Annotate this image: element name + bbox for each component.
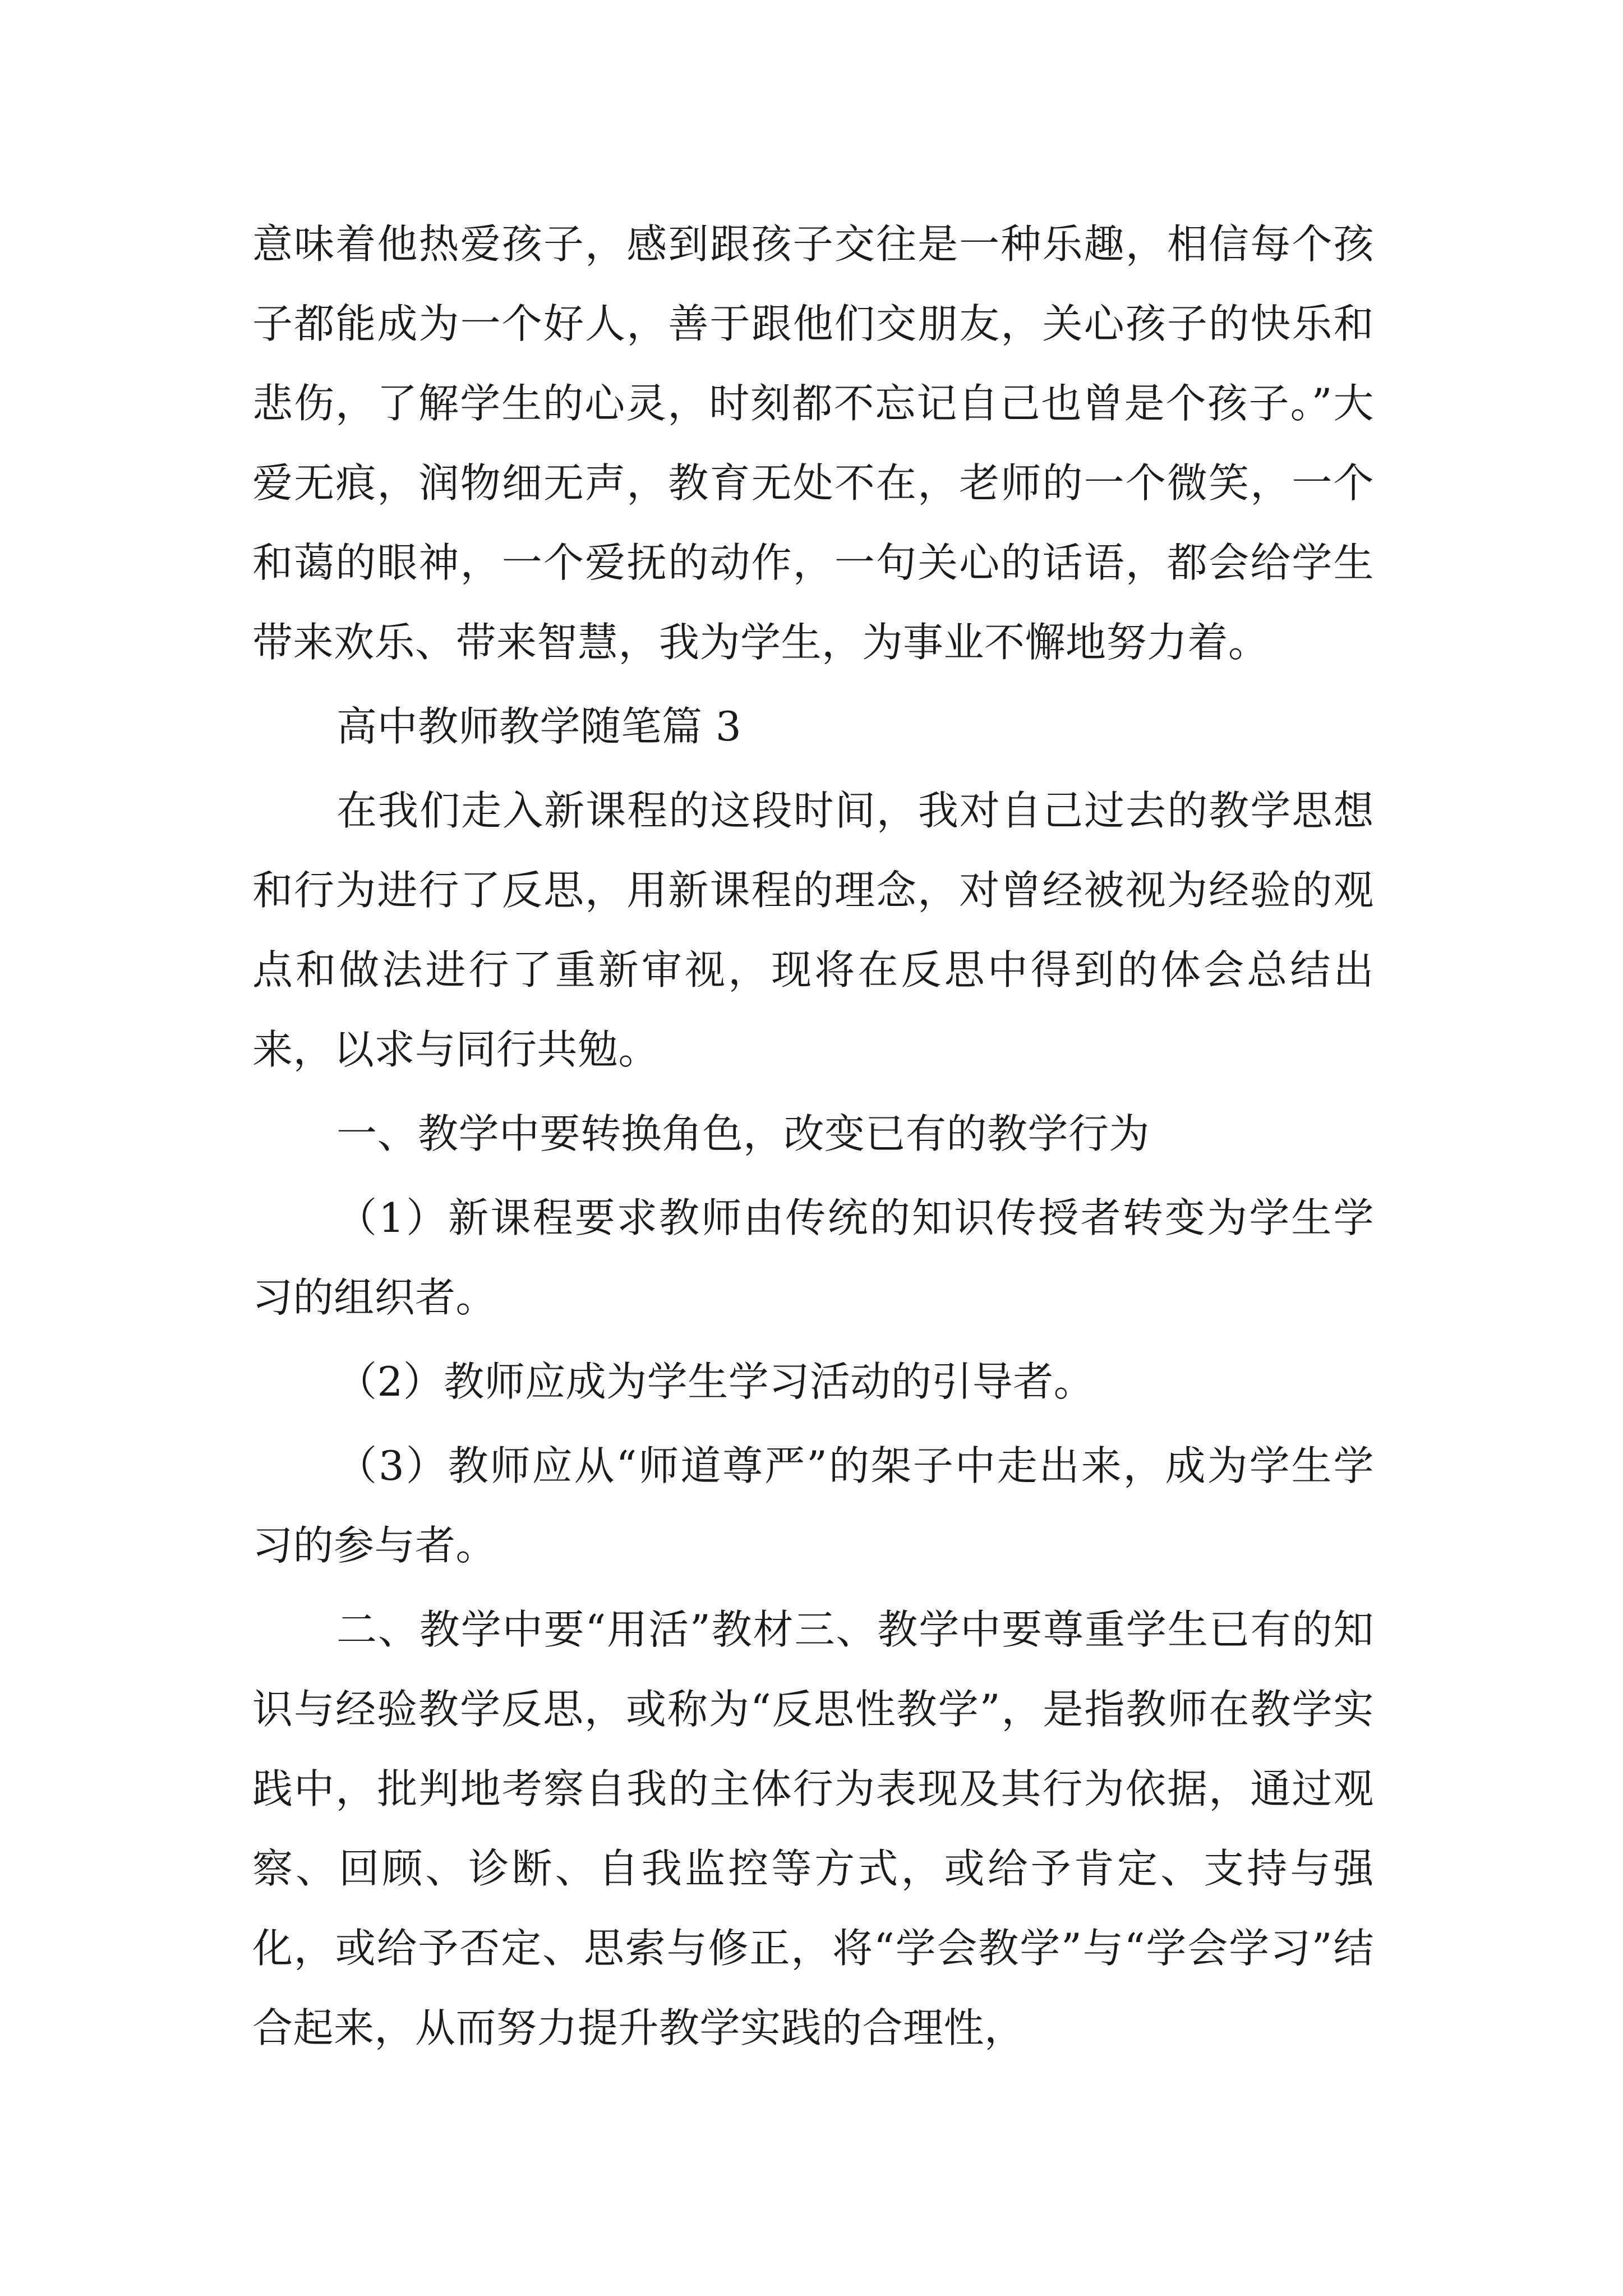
document-body [252,204,1374,2068]
paragraph-spacer [252,766,1374,771]
paragraph-reflection: 二、教学中要“用活”教材三、教学中要尊重学生已有的知识与经验教学反思，或称为“反思性教学”，是指教师在教学实践中，批判地考察自我的主体行为表现及其行为依据，通过观察、回顾、诊断、自我监控等方式，或给予肯定、支持与强化，或给予否定、思索与修正，将“学会教学”与“学会学习”结合起来，从而努力提升教学实践的合理性， [252,1606,1374,2051]
list-item-2: （2）教师应成为学生学习活动的引导者。 [336,1358,1095,1405]
paragraph-spacer [252,1089,1374,1094]
section-title: 高中教师教学随笔篇 3 [336,703,742,750]
heading-one: 一、教学中要转换角色，改变已有的教学行为 [336,1110,1150,1157]
paragraph-spacer [252,1585,1374,1590]
paragraph-intro: 在我们走入新课程的这段时间，我对自己过去的教学思想和行为进行了反思，用新课程的理念，对曾经被视为经验的观点和做法进行了重新审视，现将在反思中得到的体会总结出来，以求与同行共勉。 [252,787,1374,1073]
list-item-3: （3）教师应从“师道尊严”的架子中走出来，成为学生学习的参与者。 [252,1442,1374,1569]
paragraph-spacer [252,1421,1374,1426]
paragraph-spacer [252,1337,1374,1342]
list-item-1: （1）新课程要求教师由传统的知识传授者转变为学生学习的组织者。 [252,1194,1374,1321]
paragraph-spacer [252,682,1374,687]
paragraph-spacer [252,1174,1374,1178]
paragraph-continuation: 意味着他热爱孩子，感到跟孩子交往是一种乐趣，相信每个孩子都能成为一个好人，善于跟他们交朋友，关心孩子的快乐和悲伤，了解学生的心灵，时刻都不忘记自己也曾是个孩子。”大爱无痕，润物细无声，教育无处不在，老师的一个微笑，一个和蔼的眼神，一个爱抚的动作，一句关心的话语，都会给学生带来欢乐、带来智慧，我为学生，为事业不懈地努力着。 [252,220,1374,666]
